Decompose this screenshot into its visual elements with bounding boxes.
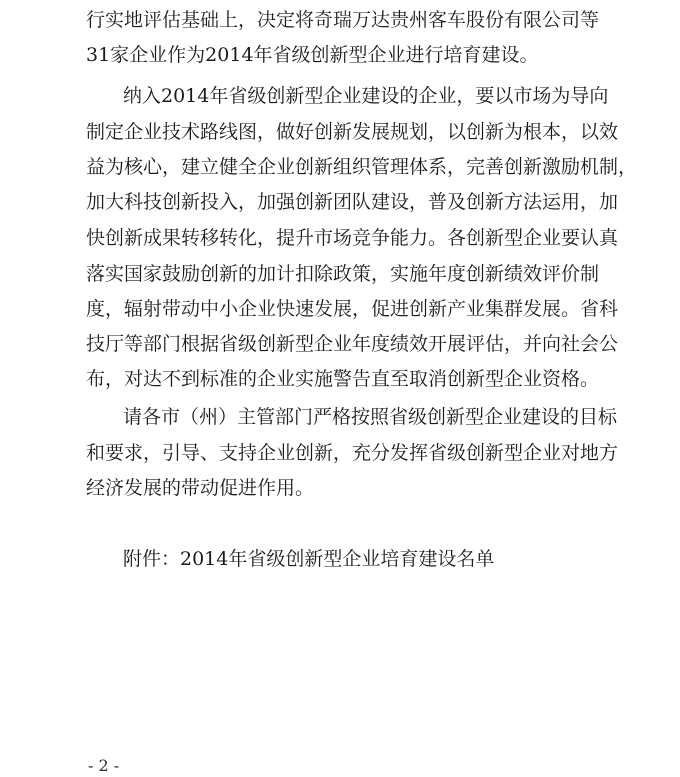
text-line: 31家企业作为2014年省级创新型企业进行培育建设。 [86,44,539,66]
text-line: 落实国家鼓励创新的加计扣除政策，实施年度创新绩效评价制 [86,263,600,285]
text-line: 行实地评估基础上，决定将奇瑞万达贵州客车股份有限公司等 [86,9,600,31]
page-number: - 2 - [88,756,120,775]
text-line: 纳入2014年省级创新型企业建设的企业，要以市场为导向 [123,85,609,107]
text-line: 请各市（州）主管部门严格按照省级创新型企业建设的目标 [123,406,618,428]
text-line: 益为核心，建立健全企业创新组织管理体系，完善创新激励机制， [86,156,638,178]
text-line: 经济发展的带动促进作用。 [86,477,315,499]
text-line: 度，辐射带动中小企业快速发展，促进创新产业集群发展。省科 [86,298,619,320]
text-line: 加大科技创新投入，加强创新团队建设，普及创新方法运用，加 [86,191,619,213]
text-line: 快创新成果转移转化，提升市场竞争能力。各创新型企业要认真 [86,227,619,249]
text-line: 制定企业技术路线图，做好创新发展规划，以创新为根本，以效 [86,121,619,143]
text-line: 和要求，引导、支持企业创新，充分发挥省级创新型企业对地方 [86,442,619,464]
text-line: 技厅等部门根据省级创新型企业年度绩效开展评估，并向社会公 [86,333,619,355]
text-line: 布，对达不到标准的企业实施警告直至取消创新型企业资格。 [86,368,600,390]
attachment-line: 附件：2014年省级创新型企业培育建设名单 [123,548,495,570]
